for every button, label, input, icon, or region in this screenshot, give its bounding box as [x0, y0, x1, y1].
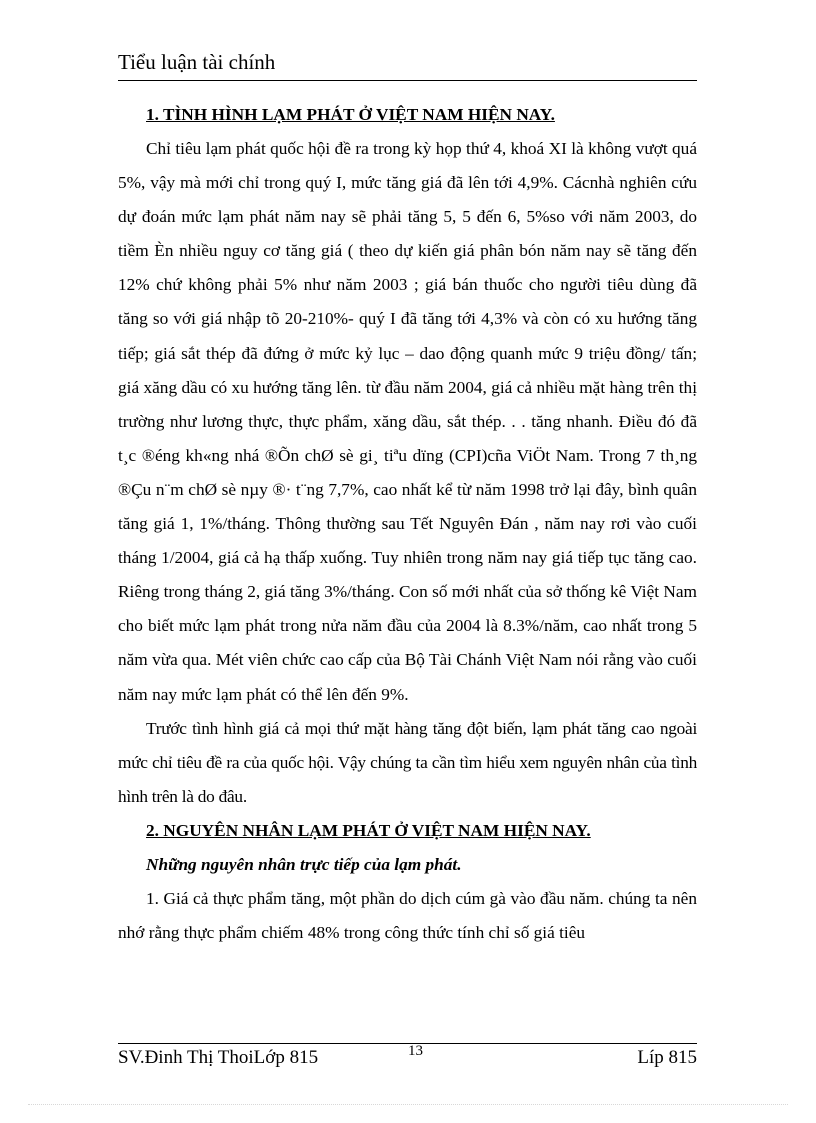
- page-edge-divider: [28, 1104, 788, 1105]
- header-divider: [118, 80, 697, 81]
- section-2-heading: 2. NGUYÊN NHÂN LẠM PHÁT Ở VIỆT NAM HIỆN NAY.: [146, 820, 591, 840]
- footer-class-label: Líp 815: [637, 1047, 697, 1068]
- section-2-paragraph-1: 1. Giá cả thực phẩm tăng, một phần do dịch cúm gà vào đầu năm. chúng ta nên nhớ rằng thực phẩm chiếm 48% trong công thức tính chỉ số giá tiêu: [118, 888, 697, 942]
- section-2-subheading: Những nguyên nhân trực tiếp của lạm phát.: [146, 854, 462, 874]
- page-number: 13: [408, 1043, 423, 1059]
- section-1-heading: 1. TÌNH HÌNH LẠM PHÁT Ở VIỆT NAM HIỆN NAY.: [146, 105, 555, 124]
- section-1-paragraph-1: Chỉ tiêu lạm phát quốc hội đề ra trong kỳ họp thứ 4, khoá XI là không vượt quá 5%, vậy mà mới chỉ trong quý I, mức tăng giá đã lên tới 4,9%. Cácnhà nghiên cứu dự đoán mức lạm phát năm nay sẽ phải tăng 5, 5 đến 6, 5%so với năm 2003, do tiềm Èn nhiều nguy cơ tăng giá ( theo dự kiến giá phân bón năm nay sẽ tăng đến 12% chứ không phải 5% như năm 2003 ; giá bán thuốc cho người tiêu dùng đã tăng so với giá nhập tõ 20-210%- quý I đã tăng tới 4,3% và còn có xu hướng tăng tiếp; giá sắt thép đã đứng ở mức kỷ lục – dao động quanh mức 9 triệu đồng/ tấn; giá xăng dầu có xu hướng tăng lên. từ đầu năm 2004, giá cả nhiều mặt hàng trên thị trường như lương thực, thực phẩm, xăng dầu, sắt thép. . . tăng nhanh. Điều đó đã t¸c ®éng kh«ng nhá ®Õn chØ sè gi¸ tiªu dïng (CPI)cña ViÖt Nam. Trong 7 th¸ng ®Çu n¨m chØ sè nµy ®· t¨ng 7,7%, cao nhất kể từ năm 1998 trở lại đây, bình quân tăng giá 1, 1%/tháng. Thông thường sau Tết Nguyên Đán , năm nay rơi vào cuối tháng 1/2004, giá cả hạ thấp xuống. Tuy nhiên trong năm nay giá tiếp tục tăng cao. Riêng trong tháng 2, giá tăng 3%/tháng. Con số mới nhất của sở thống kê Việt Nam cho biết mức lạm phát trong nửa năm đầu của 2004 là 8.3%/năm, cao nhất trong 5 năm vừa qua. Mét viên chức cao cấp của Bộ Tài Chánh Việt Nam nói rằng vào cuối năm nay mức lạm phát có thể lên đến 9%.: [118, 139, 697, 704]
- document-body: [118, 98, 697, 950]
- footer-author: SV.Đinh Thị ThoiLớp 815: [118, 1047, 319, 1068]
- document-header-title: Tiểu luận tài chính: [118, 50, 276, 74]
- section-1-paragraph-2: Trước tình hình giá cả mọi thứ mặt hàng tăng đột biến, lạm phát tăng cao ngoài mức chỉ tiêu đề ra của quốc hội. Vậy chúng ta cần tìm hiểu xem nguyên nhân của tình hình trên là do đâu.: [118, 718, 697, 806]
